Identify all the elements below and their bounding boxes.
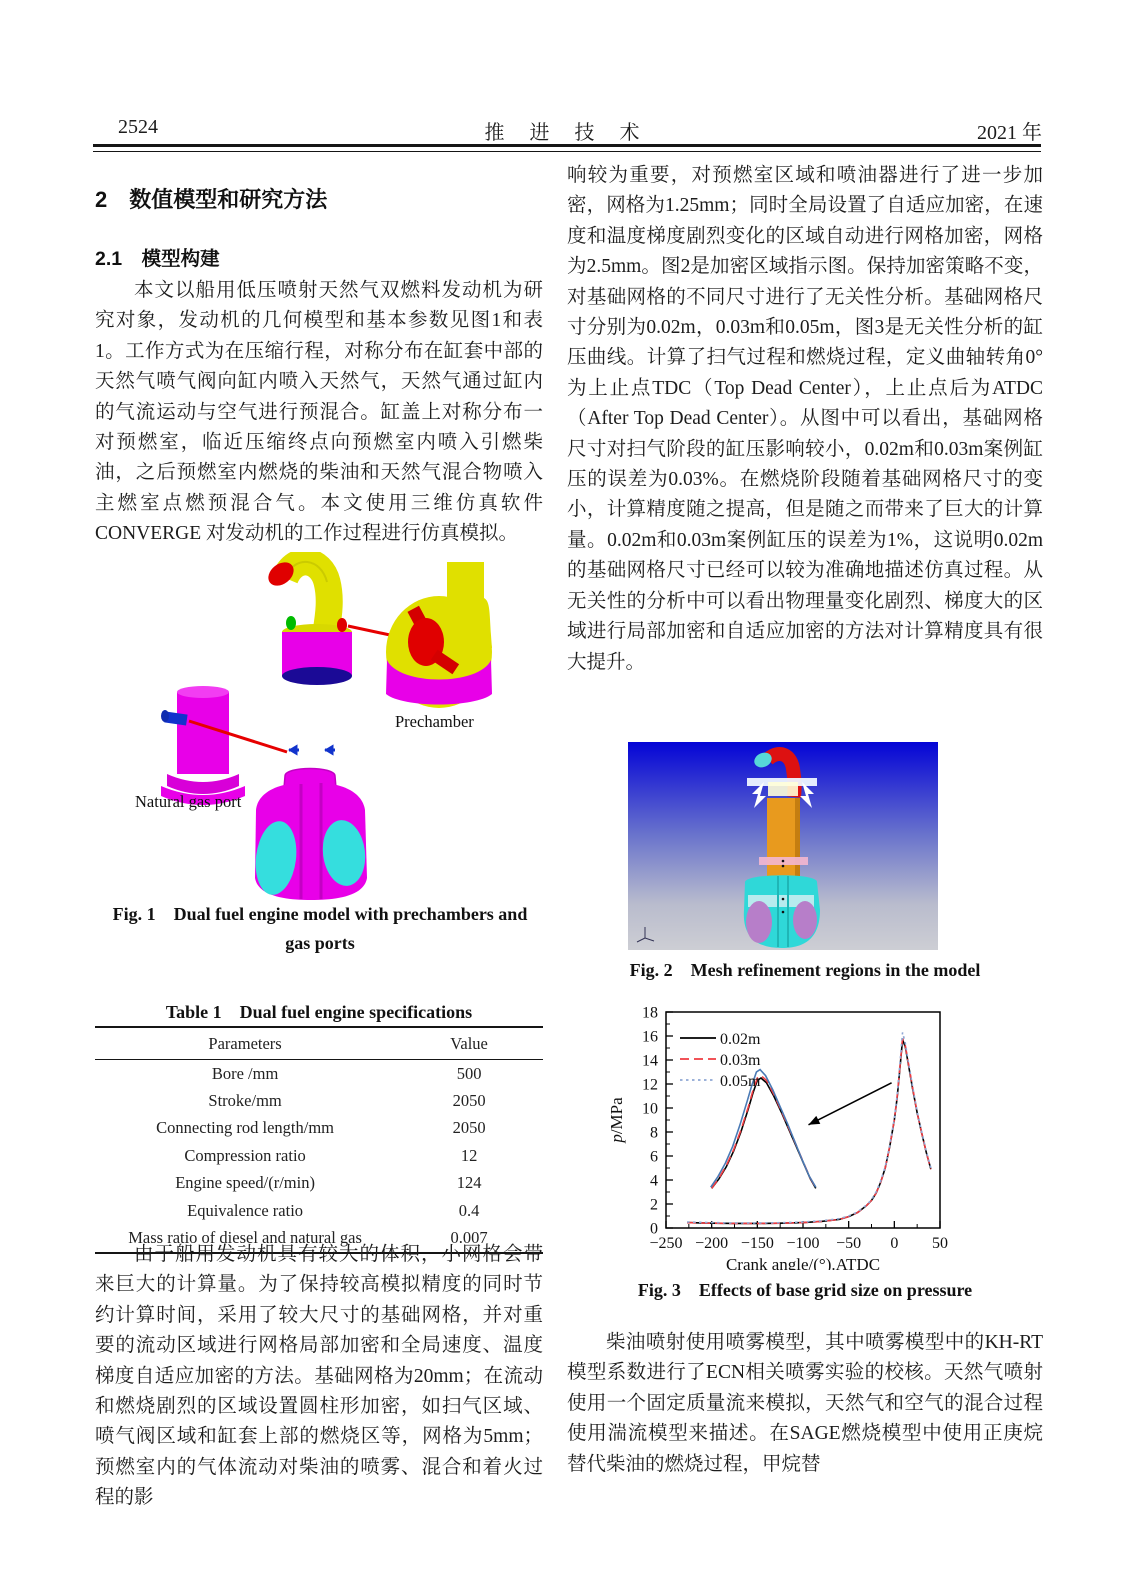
value-cell: 2050	[452, 1118, 486, 1138]
spec-table-header-parameters: Parameters	[95, 1027, 395, 1060]
spec-table-header-value: Value	[395, 1027, 543, 1060]
fig1-caption: Fig. 1 Dual fuel engine model with prechambers and gas ports	[112, 904, 528, 953]
legend-label-0.05m: 0.05m	[720, 1073, 761, 1090]
param-cell: Connecting rod length/mm	[156, 1118, 334, 1138]
x-tick-label: 50	[932, 1235, 948, 1252]
fig1-gas-jet-arrows	[289, 747, 335, 753]
body-paragraph-right-2: 柴油喷射使用喷雾模型，其中喷雾模型中的KH-RT模型系数进行了ECN相关喷雾实验的校核。天然气喷射使用一个固定质量流来模拟，天然气和空气的混合过程使用湍流模型来描述。在SAGE燃烧模型中使用正庚烷替代柴油的燃烧过程，甲烷替	[567, 1332, 1043, 1475]
header-rule-thick	[93, 144, 1041, 147]
spec-table-header-row	[95, 1027, 543, 1060]
y-tick-label: 4	[650, 1172, 658, 1190]
table-row	[95, 1115, 543, 1142]
header-rule-thin	[93, 151, 1041, 152]
x-tick-label: −150	[740, 1235, 774, 1252]
x-tick-label: −100	[786, 1235, 820, 1252]
fig1-enlarged-head	[386, 562, 492, 708]
table-row	[95, 1087, 543, 1114]
table-row	[95, 1060, 543, 1088]
fig3-caption: Fig. 3 Effects of base grid size on pressure	[637, 1280, 973, 1300]
table1-title: Table 1 Dual fuel engine specifications	[165, 1002, 473, 1022]
figure2-container	[628, 742, 938, 950]
param-cell: Engine speed/(r/min)	[175, 1173, 315, 1193]
value-cell: 2050	[452, 1091, 486, 1111]
fig1-piston	[252, 769, 369, 901]
y-tick-label: 18	[642, 1004, 658, 1022]
y-tick-label: 12	[642, 1076, 658, 1094]
fig3-axes-frame	[666, 1012, 940, 1228]
value-cell: 0.007	[450, 1228, 488, 1248]
fig3-pressure-plot	[602, 998, 962, 1270]
x-tick-label: −200	[695, 1235, 729, 1252]
fig1-engine-model-illustration	[95, 552, 545, 900]
figure1-container	[95, 552, 545, 900]
param-cell: Bore /mm	[211, 1063, 279, 1083]
section-heading: 2 数值模型和研究方法	[95, 187, 328, 212]
fig1-liner-gas-port	[161, 686, 245, 805]
value-cell: 500	[456, 1063, 482, 1083]
y-axis-label: p/MPa	[607, 1097, 626, 1143]
fig1-label-prechamber: Prechamber	[395, 712, 474, 731]
magnified-curve-0.03m	[712, 1076, 816, 1189]
body-paragraph-left-2: 由于船用发动机具有较大的体积，小网格会带来巨大的计算量。为了保持较高模拟精度的同时节约计算时间，采用了较大尺寸的基础网格，并对重要的流动区域进行网格局部加密和全局速度、温度梯度自适应加密的方法。基础网格为20mm；在流动和燃烧剧烈的区域设置圆柱形加密，如扫气区域、喷气阀区域和缸套上部的燃烧区等，网格为5mm；预燃室内的气体流动对柴油的喷雾、混合和着火过程的影	[95, 1244, 543, 1509]
header-page-number: 2524	[118, 116, 158, 138]
table-row	[95, 1170, 543, 1197]
legend-label-0.02m: 0.02m	[720, 1031, 761, 1048]
legend-label-0.03m: 0.03m	[720, 1052, 761, 1069]
fig2-caption: Fig. 2 Mesh refinement regions in the model	[629, 960, 981, 980]
fig1-label-gas-port: Natural gas port	[135, 792, 242, 811]
x-tick-label: 0	[890, 1235, 899, 1252]
y-tick-label: 0	[650, 1220, 658, 1238]
magnify-arrow	[808, 1083, 891, 1125]
table-row	[95, 1197, 543, 1224]
x-tick-label: −250	[649, 1235, 683, 1252]
fig1-prechamber-assembly	[264, 558, 352, 685]
y-tick-label: 8	[650, 1124, 658, 1142]
y-tick-label: 16	[642, 1028, 658, 1046]
table-row	[95, 1142, 543, 1169]
x-tick-label: −50	[836, 1235, 862, 1252]
value-cell: 124	[456, 1173, 482, 1193]
spec-table-body	[95, 1060, 543, 1253]
header-year: 2021 年	[977, 122, 1042, 144]
spec-table	[95, 1026, 543, 1254]
x-axis-label: Crank angle/(°).ATDC	[725, 1255, 881, 1270]
fig3-chart	[602, 998, 962, 1270]
value-cell: 12	[460, 1145, 478, 1165]
fig2-mesh-refinement-illustration	[628, 742, 938, 950]
magnified-curve-0.02m	[712, 1078, 816, 1188]
y-tick-label: 10	[642, 1100, 658, 1118]
y-tick-label: 2	[650, 1196, 658, 1214]
subsection-heading: 2.1 模型构建	[95, 248, 220, 270]
y-tick-label: 14	[642, 1052, 658, 1070]
body-paragraph-right-1: 响较为重要，对预燃室区域和喷油器进行了进一步加密，网格为1.25mm；同时全局设置了自适应加密，在速度和温度梯度剧烈变化的区域自动进行网格加密，网格为2.5mm。图2是加密区域指示图。保持加密策略不变，对基础网格的不同尺寸进行了无关性分析。基础网格尺寸分别为0.02m，0.03m和0.05m，图3是无关性分析的缸压曲线。计算了扫气过程和燃烧过程，定义曲轴转角0°为上止点TDC（Top Dead Center），上止点后为ATDC（After Top Dead Center）。从图中可以看出，基础网格尺寸对扫气阶段的缸压影响较小，0.02m和0.03m案例缸压的误差为0.03%。在燃烧阶段随着基础网格尺寸的变小，计算精度随之提高，但是随之而带来了巨大的计算量。0.02m和0.03m案例缸压的误差为1%，这说明0.02m的基础网格尺寸已经可以较为准确地描述仿真过程。从无关性的分析中可以看出物理量变化剧烈、梯度大的区域进行局部加密和自适应加密的方法对计算精度具有很大提升。	[567, 165, 1043, 673]
param-cell: Equivalence ratio	[187, 1200, 304, 1220]
param-cell: Mass ratio of diesel and natural gas	[128, 1228, 362, 1248]
param-cell: Compression ratio	[184, 1145, 306, 1165]
body-paragraph-left-1: 本文以船用低压喷射天然气双燃料发动机为研究对象，发动机的几何模型和基本参数见图1和表1。工作方式为在压缩行程，对称分布在缸套中部的天然气喷气阀向缸内喷入天然气，天然气通过缸内的气流运动与空气进行预混合。缸盖上对称分布一对预燃室，临近压缩终点向预燃室内喷入引燃柴油，之后预燃室内燃烧的柴油和天然气混合物喷入主燃室点燃预混合气。本文使用三维仿真软件 CONVERGE 对发动机的工作过程进行仿真模拟。	[95, 280, 543, 545]
param-cell: Stroke/mm	[208, 1091, 282, 1111]
value-cell: 0.4	[458, 1200, 480, 1220]
journal-title: 推 进 技 术	[484, 122, 650, 144]
y-tick-label: 6	[650, 1148, 658, 1166]
